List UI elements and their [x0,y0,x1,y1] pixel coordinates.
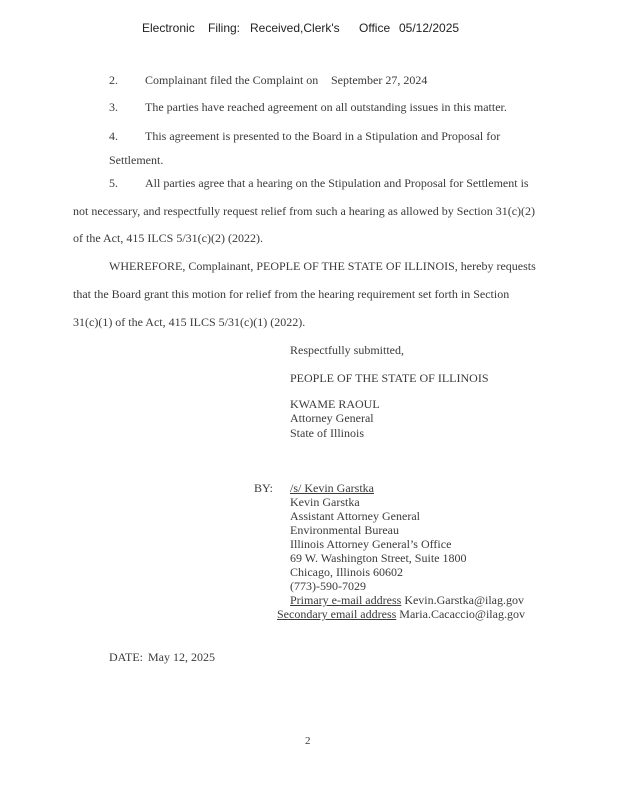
paragraph-text: The parties have reached agreement on all outstanding issues in this matter. [145,100,507,114]
state-name: State of Illinois [290,426,364,440]
paragraph-number: 2. [109,73,118,87]
primary-email-link[interactable]: Kevin.Garstka@ilag.gov [404,593,525,607]
signer-bureau: Environmental Bureau [290,523,399,537]
paragraph-text: Complainant filed the Complaint on [145,73,319,87]
wherefore-text: WHEREFORE, Complainant, PEOPLE OF THE STATE OF ILLINOIS, hereby requests [109,259,536,273]
street-address: 69 W. Washington Street, Suite 1800 [290,551,467,565]
party-name: PEOPLE OF THE STATE OF ILLINOIS [290,371,489,385]
secondary-email-link[interactable]: Maria.Cacaccio@ilag.gov [399,607,525,621]
page-number: 2 [305,735,311,747]
filing-header-word: Office [359,21,391,35]
signer-name: Kevin Garstka [290,495,360,509]
wherefore-text: 31(c)(1) of the Act, 415 ILCS 5/31(c)(1) (2022). [73,315,306,329]
electronic-signature: /s/ Kevin Garstka [290,481,374,495]
primary-email-line [290,593,524,608]
paragraph-text: Settlement. [109,153,164,167]
paragraph-text: All parties agree that a hearing on the Stipulation and Proposal for Settlement is [145,176,529,190]
filing-header-date: 05/12/2025 [399,21,460,35]
paragraph-number: 3. [109,100,118,114]
attorney-general-name: KWAME RAOUL [290,397,380,411]
complaint-date: September 27, 2024 [331,73,428,87]
attorney-general-title: Attorney General [290,411,374,425]
closing: Respectfully submitted, [290,343,404,357]
signer-office: Illinois Attorney General’s Office [290,537,452,551]
secondary-email-label: Secondary email address [277,607,397,621]
by-label: BY: [254,481,273,495]
paragraph-text: of the Act, 415 ILCS 5/31(c)(2) (2022). [73,231,263,245]
paragraph-text: not necessary, and respectfully request relief from such a hearing as allowed by Section 31(c)(2) [73,204,536,218]
filing-header-word: Filing: [208,21,241,35]
date-label: DATE: [109,650,143,664]
paragraph-text: This agreement is presented to the Board in a Stipulation and Proposal for [145,129,501,143]
wherefore-text: that the Board grant this motion for relief from the hearing requirement set forth in Section [73,287,510,301]
phone-number: (773)-590-7029 [290,579,366,593]
paragraph-number: 5. [109,176,118,190]
date-value: May 12, 2025 [148,650,215,664]
primary-email-label: Primary e-mail address [290,593,402,607]
filing-header-word: Electronic [142,21,195,35]
paragraph-number: 4. [109,129,118,143]
city-address: Chicago, Illinois 60602 [290,565,403,579]
signer-title: Assistant Attorney General [290,509,420,523]
filing-header-word: Received,Clerk's [250,21,340,35]
secondary-email-line [277,607,525,622]
